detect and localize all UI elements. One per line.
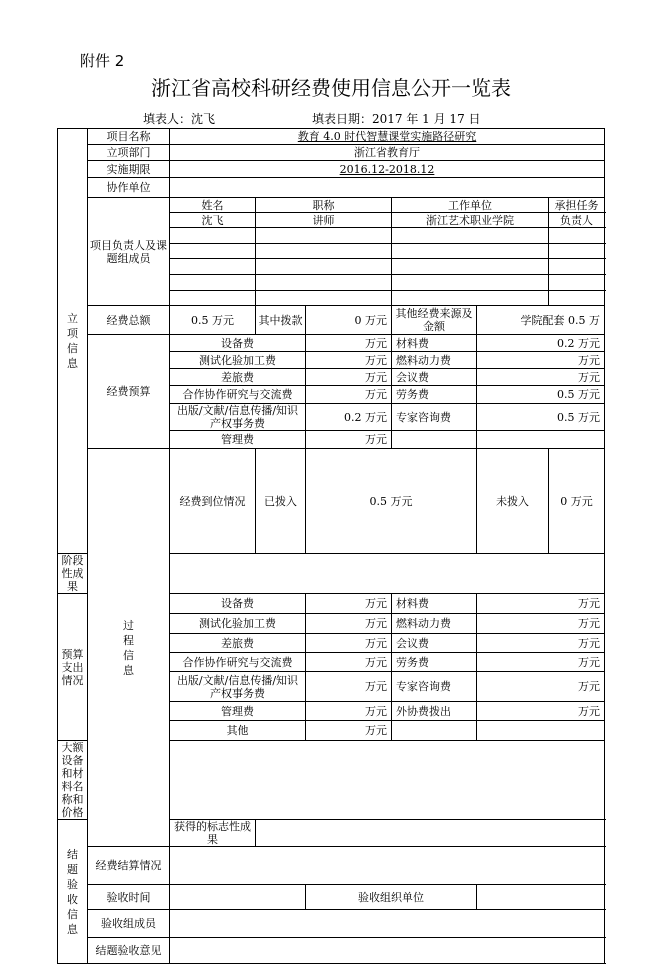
- fund-other: 学院配套 0.5 万: [477, 306, 605, 335]
- expense-item-value: 万元: [306, 721, 392, 741]
- member-cell: [549, 228, 605, 244]
- expense-item-label: 专家咨询费: [392, 672, 477, 702]
- budget-item-label: 测试化验加工费: [170, 352, 306, 369]
- budget-item-label: 专家咨询费: [392, 404, 477, 431]
- arrival-pending: 0 万元: [549, 449, 605, 554]
- section-lixiang: 立 项 信 息: [58, 129, 88, 554]
- arrival-label: 经费到位情况: [170, 449, 256, 554]
- member-cell: [256, 244, 392, 259]
- section-guocheng: 过 程 信 息: [88, 449, 170, 847]
- filler-label: 填表人：沈飞: [143, 112, 216, 126]
- budget-item-value: 0.2 万元: [306, 404, 392, 431]
- member-cell: [392, 228, 549, 244]
- member-cell: [170, 291, 256, 306]
- member-cell: [549, 244, 605, 259]
- acceptance-org-label: 验收组织单位: [306, 885, 477, 910]
- arrival-allocated-label: 已拨入: [256, 449, 306, 554]
- settlement-value: [170, 847, 605, 885]
- stage-result-label: 阶段性成果: [58, 554, 88, 594]
- members-label: 项目负责人及课题组成员: [88, 198, 170, 306]
- acceptance-opinion-value: [170, 938, 605, 964]
- budget-item-value: 0.5 万元: [477, 386, 605, 404]
- member-cell: [549, 259, 605, 275]
- budget-item-label: 管理费: [170, 431, 306, 449]
- expense-item-value: 万元: [306, 672, 392, 702]
- expense-item-value: 万元: [306, 653, 392, 672]
- member-cell: [170, 259, 256, 275]
- acceptance-group-value: [170, 910, 605, 938]
- budget-item-value: 万元: [306, 386, 392, 404]
- acceptance-group-label: 验收组成员: [88, 910, 170, 938]
- expense-item-label: 燃料动力费: [392, 614, 477, 634]
- achievement-value: [256, 820, 605, 847]
- expense-item-label: [392, 721, 477, 741]
- fund-allocated: 0 万元: [306, 306, 392, 335]
- project-name: 教育 4.0 时代智慧课堂实施路径研究: [170, 129, 605, 145]
- member-cell: [256, 275, 392, 291]
- budget-item-label: 出版/文献/信息传播/知识产权事务费: [170, 404, 306, 431]
- member-header-title: 职称: [256, 198, 392, 213]
- budget-item-value: 0.2 万元: [477, 335, 605, 352]
- member-cell: [256, 259, 392, 275]
- expense-item-value: 万元: [306, 614, 392, 634]
- expense-item-value: 万元: [477, 614, 605, 634]
- member-cell: [549, 291, 605, 306]
- equipment-label: 大额设备和材料名称和价格: [58, 741, 88, 820]
- budget-item-value: 万元: [306, 335, 392, 352]
- expense-item-value: 万元: [477, 702, 605, 721]
- budget-item-label: 设备费: [170, 335, 306, 352]
- member-cell: [392, 259, 549, 275]
- budget-item-value: 万元: [306, 431, 392, 449]
- budget-item-value: 0.5 万元: [477, 404, 605, 431]
- acceptance-time-label: 验收时间: [88, 885, 170, 910]
- expense-item-value: 万元: [477, 634, 605, 653]
- attachment-label: 附件 2: [80, 52, 125, 70]
- acceptance-org-value: [477, 885, 605, 910]
- budget-item-label: 劳务费: [392, 386, 477, 404]
- expense-item-label: 会议费: [392, 634, 477, 653]
- budget-item-label: 合作协作研究与交流费: [170, 386, 306, 404]
- budget-item-value: 万元: [306, 352, 392, 369]
- budget-item-label: [392, 431, 477, 449]
- member-header-task: 承担任务: [549, 198, 605, 213]
- expense-item-value: 万元: [306, 702, 392, 721]
- fund-other-label: 其他经费来源及金额: [392, 306, 477, 335]
- project-dept-label: 立项部门: [88, 145, 170, 161]
- expense-item-label: 出版/文献/信息传播/知识产权事务费: [170, 672, 306, 702]
- budget-label: 经费预算: [88, 335, 170, 449]
- fund-allocated-label: 其中拨款: [256, 306, 306, 335]
- fund-total-label: 经费总额: [88, 306, 170, 335]
- expense-item-label: 合作协作研究与交流费: [170, 653, 306, 672]
- budget-item-value: 万元: [306, 369, 392, 386]
- project-period: 2016.12-2018.12: [170, 161, 605, 178]
- budget-item-label: 燃料动力费: [392, 352, 477, 369]
- expense-item-label: 其他: [170, 721, 306, 741]
- expense-item-value: 万元: [477, 594, 605, 614]
- stage-result-value: [170, 554, 605, 594]
- expense-item-value: [477, 721, 605, 741]
- section-jieti: 结 题 验 收 信 息: [58, 820, 88, 964]
- expense-item-value: 万元: [306, 594, 392, 614]
- budget-item-value: 万元: [477, 369, 605, 386]
- coop-unit-label: 协作单位: [88, 178, 170, 198]
- member-cell: [170, 244, 256, 259]
- budget-item-label: 差旅费: [170, 369, 306, 386]
- budget-item-label: 材料费: [392, 335, 477, 352]
- expense-item-value: 万元: [477, 672, 605, 702]
- expense-item-value: 万元: [306, 634, 392, 653]
- expense-item-label: 材料费: [392, 594, 477, 614]
- settlement-label: 经费结算情况: [88, 847, 170, 885]
- member-cell: [549, 275, 605, 291]
- budget-item-label: 会议费: [392, 369, 477, 386]
- expense-item-label: 设备费: [170, 594, 306, 614]
- equipment-value: [170, 741, 605, 820]
- acceptance-opinion-label: 结题验收意见: [88, 938, 170, 964]
- project-period-label: 实施期限: [88, 161, 170, 178]
- expense-item-label: 差旅费: [170, 634, 306, 653]
- expense-item-label: 外协费拨出: [392, 702, 477, 721]
- fund-total: 0.5 万元: [170, 306, 256, 335]
- member-header-unit: 工作单位: [392, 198, 549, 213]
- budget-item-value: [477, 431, 605, 449]
- member-title: 讲师: [256, 213, 392, 228]
- page-title: 浙江省高校科研经费使用信息公开一览表: [151, 76, 511, 100]
- expense-label: 预算支出情况: [58, 594, 88, 741]
- project-dept: 浙江省教育厅: [170, 145, 605, 161]
- expense-item-label: 管理费: [170, 702, 306, 721]
- member-name: 沈飞: [170, 213, 256, 228]
- expense-item-label: 测试化验加工费: [170, 614, 306, 634]
- achievement-label: 获得的标志性成果: [170, 820, 256, 847]
- member-cell: [392, 275, 549, 291]
- member-cell: [256, 291, 392, 306]
- member-cell: [392, 291, 549, 306]
- project-name-label: 项目名称: [88, 129, 170, 145]
- member-unit: 浙江艺术职业学院: [392, 213, 549, 228]
- coop-unit-value: [170, 178, 605, 198]
- member-cell: [170, 275, 256, 291]
- info-table: [57, 128, 605, 964]
- member-cell: [170, 228, 256, 244]
- member-task: 负责人: [549, 213, 605, 228]
- date-label: 填表日期：2017 年 1 月 17 日: [312, 112, 481, 126]
- expense-item-value: 万元: [477, 653, 605, 672]
- arrival-allocated: 0.5 万元: [306, 449, 477, 554]
- member-cell: [256, 228, 392, 244]
- budget-item-value: 万元: [477, 352, 605, 369]
- arrival-pending-label: 未拨入: [477, 449, 549, 554]
- expense-item-label: 劳务费: [392, 653, 477, 672]
- acceptance-time-value: [170, 885, 306, 910]
- member-cell: [392, 244, 549, 259]
- member-header-name: 姓名: [170, 198, 256, 213]
